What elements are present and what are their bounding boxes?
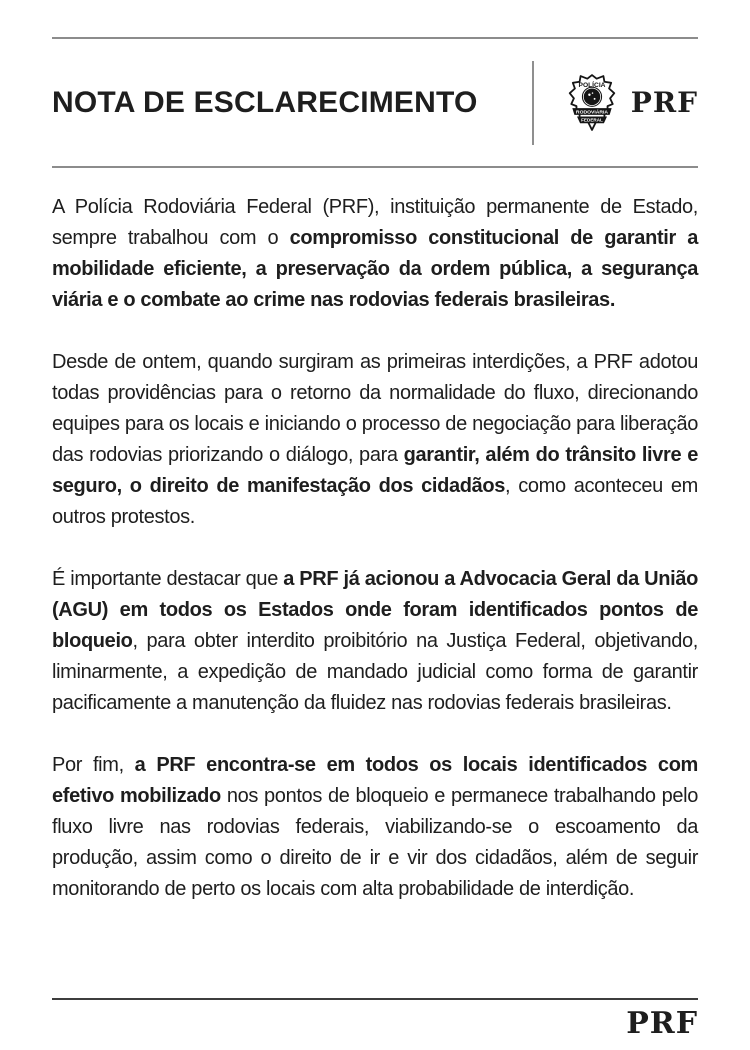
text-segment-bold: garantir, além do trânsito livre e seguro, o direito de manifestação dos cidadãos: [52, 444, 698, 497]
footer: [52, 998, 698, 1039]
header-divider: [532, 61, 534, 145]
prf-badge-icon: [566, 74, 618, 132]
text-segment-bold: a PRF já acionou a Advocacia Geral da União (AGU) em todos os Estados onde foram identificados pontos de bloqueio: [52, 568, 698, 652]
text-segment: É importante destacar que: [52, 568, 284, 590]
header: [52, 37, 698, 168]
logo-group: [532, 61, 698, 145]
content-area: [52, 37, 698, 936]
text-segment: , para obter interdito proibitório na Justiça Federal, objetivando, liminarmente, a expedição de mandado judicial como forma de garantir pacificamente a manutenção da fluidez nas rodovias federais brasileiras.: [52, 630, 698, 714]
prf-wordmark-footer: PRF: [626, 1006, 698, 1041]
paragraph-1: [52, 192, 698, 316]
page-title: NOTA DE ESCLARECIMENTO: [52, 85, 478, 119]
document-body: [52, 168, 698, 905]
paragraph-3: [52, 564, 698, 719]
text-segment: Desde de ontem, quando surgiram as primeiras interdições, a PRF adotou todas providências para o retorno da normalidade do fluxo, direcionando equipes para os locais e iniciando o processo de negociação para liberação das rodovias priorizando o diálogo, para: [52, 351, 698, 466]
text-segment: nos pontos de bloqueio e permanece trabalhando pelo fluxo livre nas rodovias federais, viabilizando-se o escoamento da produção, assim como o direito de ir e vir dos cidadãos, além de seguir monitorando de perto os locais com alta probabilidade de interdição.: [52, 785, 698, 900]
paragraph-4: [52, 750, 698, 905]
badge-label-rodoviaria: RODOVIÁRIA: [575, 109, 608, 115]
text-segment-bold: a PRF encontra-se em todos os locais identificados com efetivo mobilizado: [52, 754, 698, 807]
prf-wordmark-header: PRF: [630, 86, 698, 119]
badge-label-federal: FEDERAL: [580, 118, 605, 124]
badge-label-policia: POLÍCIA: [578, 81, 606, 89]
paragraph-2: [52, 347, 698, 533]
text-segment: , como aconteceu em outros protestos.: [52, 475, 698, 528]
text-segment: Por fim,: [52, 754, 135, 776]
text-segment: A Polícia Rodoviária Federal (PRF), instituição permanente de Estado, sempre trabalhou com o: [52, 196, 698, 249]
text-segment-bold: compromisso constitucional de garantir a mobilidade eficiente, a preservação da ordem pública, a segurança viária e o combate ao crime nas rodovias federais brasileiras.: [52, 227, 698, 311]
